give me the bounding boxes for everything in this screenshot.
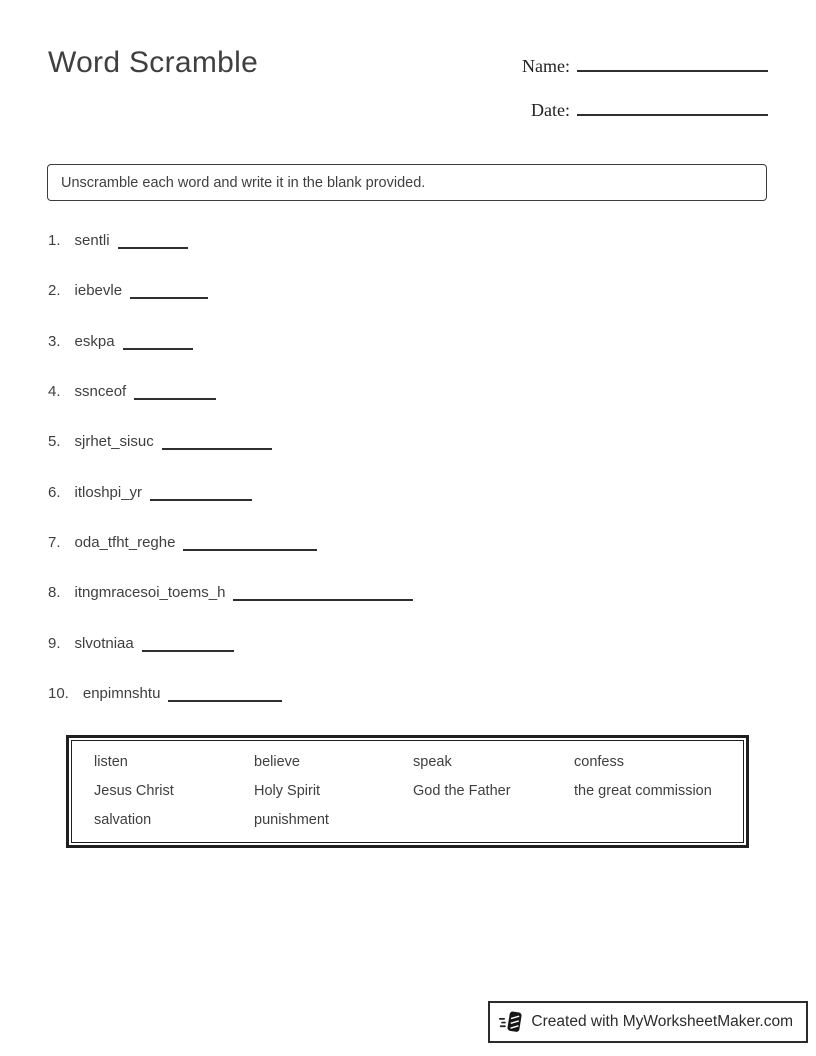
answer-blank-line (123, 330, 193, 350)
item-number: 8. (48, 584, 61, 602)
answer-blank-line (150, 481, 252, 501)
scramble-item (48, 531, 413, 581)
answer-blank-line (142, 632, 234, 652)
scrambled-word: iebevle (74, 282, 123, 300)
name-blank-line (577, 50, 768, 72)
word-bank-word: salvation (94, 812, 152, 828)
scrambled-word: itngmracesoi_toems_h (74, 584, 226, 602)
date-label: Date: (531, 100, 570, 120)
word-bank-word: the great commission (574, 783, 712, 799)
scramble-list (48, 229, 413, 732)
name-date-block (508, 50, 768, 138)
item-number: 9. (48, 634, 61, 652)
answer-blank-line (168, 682, 282, 702)
scramble-item (48, 430, 413, 480)
word-bank-word: God the Father (413, 783, 511, 799)
footer-credit-link[interactable] (488, 1001, 808, 1043)
scramble-item (48, 481, 413, 531)
scrambled-word: sjrhet_sisuc (74, 433, 154, 451)
item-number: 6. (48, 483, 61, 501)
scramble-item (48, 632, 413, 682)
answer-blank-line (134, 380, 216, 400)
scrambled-word: slvotniaa (74, 634, 134, 652)
word-bank-word: believe (254, 754, 300, 770)
item-number: 5. (48, 433, 61, 451)
item-number: 10. (48, 685, 69, 703)
footer-credit-text: Created with MyWorksheetMaker.com (531, 1013, 793, 1030)
word-bank-word: Jesus Christ (94, 783, 174, 799)
scrambled-word: eskpa (74, 332, 115, 350)
instructions-text: Unscramble each word and write it in the blank provided. (61, 174, 426, 191)
page-title: Word Scramble (48, 46, 259, 79)
scramble-item (48, 330, 413, 380)
date-row (508, 94, 768, 121)
scramble-item (48, 229, 413, 279)
scrambled-word: oda_tfht_reghe (74, 534, 176, 552)
answer-blank-line (183, 531, 317, 551)
scrambled-word: itloshpi_yr (74, 483, 143, 501)
date-blank-line (577, 94, 768, 116)
item-number: 3. (48, 332, 61, 350)
answer-blank-line (233, 581, 413, 601)
scrambled-word: ssnceof (74, 383, 127, 401)
word-bank-box (66, 735, 749, 848)
scramble-item (48, 581, 413, 631)
scramble-item (48, 380, 413, 430)
answer-blank-line (162, 430, 272, 450)
word-bank-word: listen (94, 754, 128, 770)
worksheet-maker-logo-icon (499, 1009, 523, 1035)
scrambled-word: sentli (74, 232, 110, 249)
word-bank-word: speak (413, 754, 452, 770)
word-bank-word: punishment (254, 812, 329, 828)
scramble-item (48, 279, 413, 329)
item-number: 7. (48, 534, 61, 552)
scrambled-word: enpimnshtu (82, 685, 161, 703)
item-number: 1. (48, 232, 61, 249)
word-bank-word: confess (574, 754, 624, 770)
word-bank-word: Holy Spirit (254, 783, 321, 799)
answer-blank-line (118, 229, 188, 249)
name-label: Name: (522, 56, 570, 76)
instructions-box (47, 164, 767, 201)
word-bank-grid (71, 740, 744, 843)
item-number: 4. (48, 383, 61, 401)
answer-blank-line (130, 279, 208, 299)
name-row (508, 50, 768, 77)
scramble-item (48, 682, 413, 732)
item-number: 2. (48, 282, 61, 300)
